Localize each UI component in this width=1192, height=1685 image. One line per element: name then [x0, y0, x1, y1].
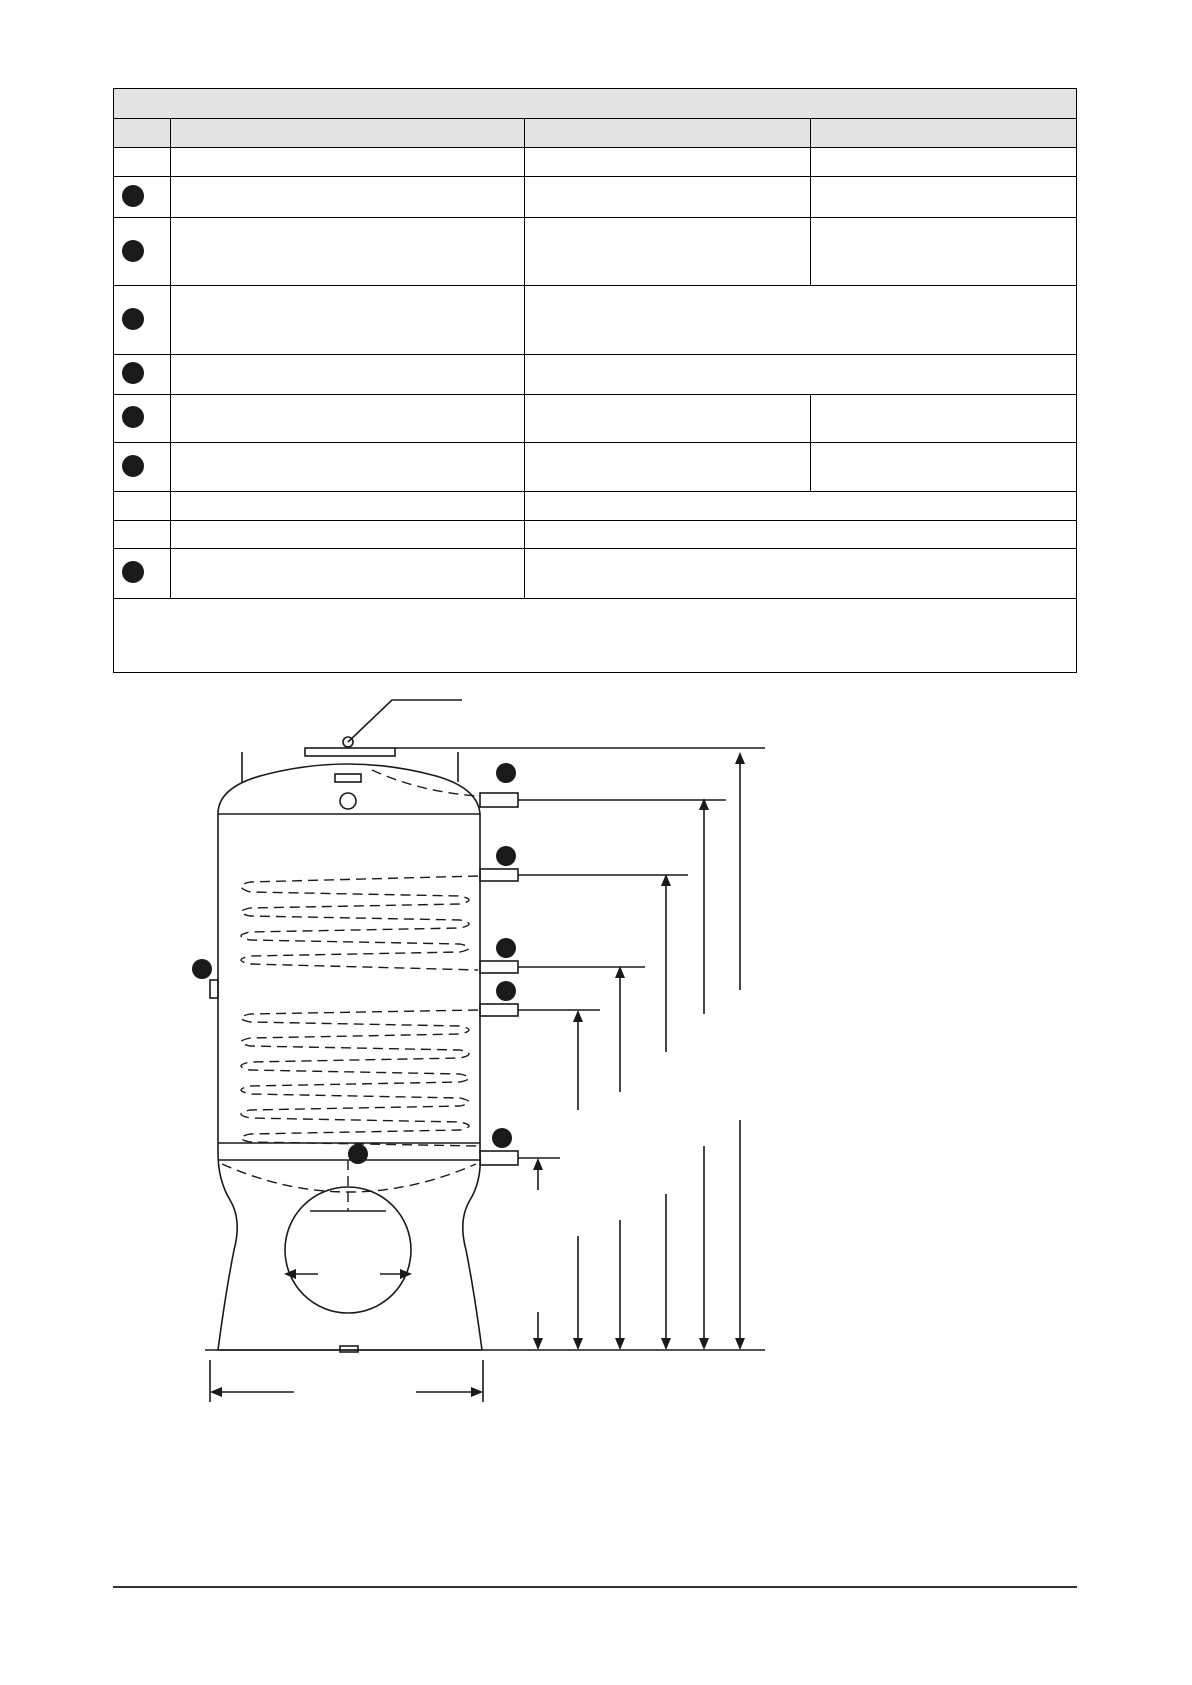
row-marker	[122, 362, 144, 384]
row-marker	[122, 455, 144, 477]
tank-body	[218, 764, 482, 1350]
arrow-heads	[210, 752, 745, 1397]
table-col-rule	[810, 394, 811, 442]
table-col-rule	[524, 118, 525, 598]
table-header-band	[114, 118, 1076, 147]
vent-leader	[348, 700, 462, 742]
row-marker	[122, 185, 144, 207]
sensor-pocket	[210, 980, 218, 998]
table-col-rule	[810, 442, 811, 491]
row-marker	[122, 308, 144, 330]
row-marker	[122, 240, 144, 262]
upper-coil	[241, 876, 478, 970]
spec-table	[113, 88, 1077, 673]
table-rule	[114, 491, 1076, 492]
table-rule	[114, 442, 1076, 443]
nozzle	[480, 793, 518, 807]
callouts	[192, 763, 516, 1164]
anode-cap	[335, 774, 361, 782]
drain	[340, 1346, 358, 1352]
table-col-rule	[170, 118, 171, 598]
table-rule	[114, 118, 1076, 119]
nozzle	[480, 1004, 518, 1016]
anode-port	[340, 793, 356, 809]
table-rule	[114, 394, 1076, 395]
row-marker	[122, 406, 144, 428]
table-title-band	[114, 89, 1076, 118]
lower-coil	[241, 1010, 478, 1146]
table-rule	[114, 520, 1076, 521]
table-rule	[114, 217, 1076, 218]
table-rule	[114, 598, 1076, 599]
table-col-rule	[810, 118, 811, 217]
nozzle	[480, 961, 518, 973]
table-rule	[114, 285, 1076, 286]
nozzle	[480, 869, 518, 881]
table-rule	[114, 176, 1076, 177]
row-marker	[122, 561, 144, 583]
nozzle	[480, 1151, 518, 1165]
table-rule	[114, 147, 1076, 148]
inspection-opening	[285, 1187, 411, 1313]
table-rule	[114, 354, 1076, 355]
table-rule	[114, 548, 1076, 549]
top-flange	[305, 748, 395, 756]
footer-rule	[113, 1586, 1077, 1588]
tank-drawing	[0, 680, 1192, 1420]
table-col-rule	[810, 217, 811, 285]
